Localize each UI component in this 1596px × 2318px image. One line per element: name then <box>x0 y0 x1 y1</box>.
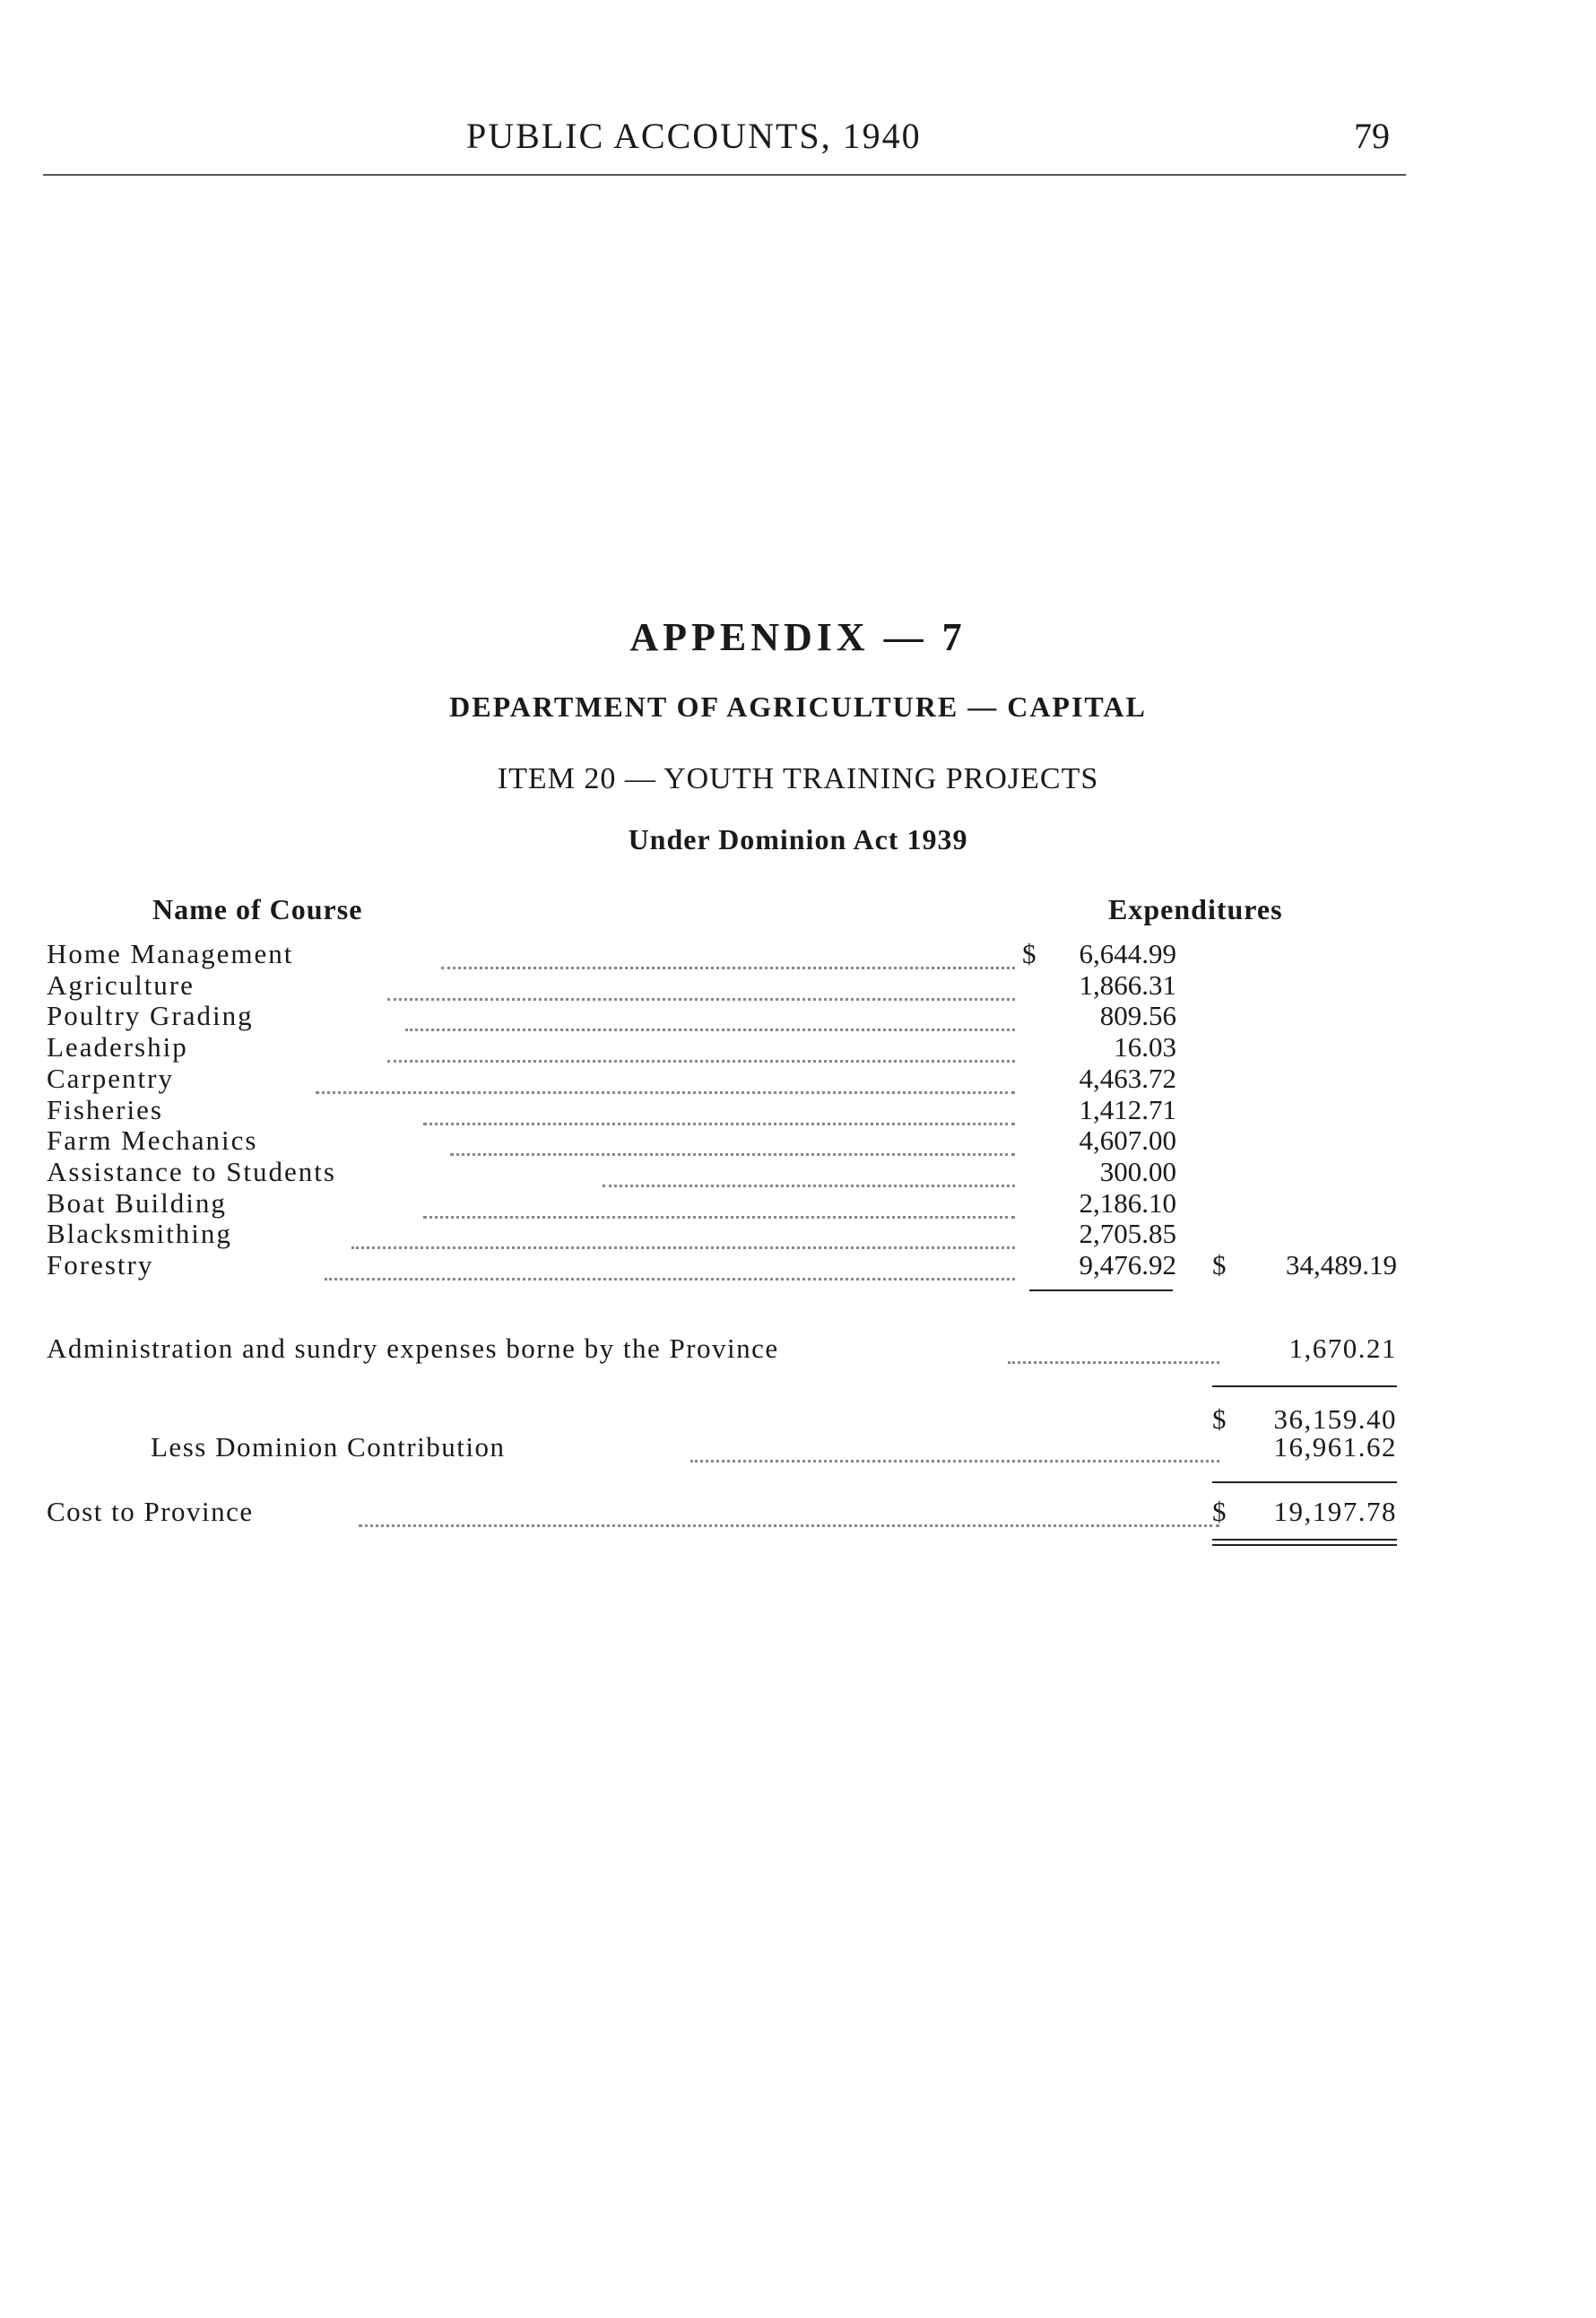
cost-to-province-label: Cost to Province <box>47 1496 254 1527</box>
course-name: Home Management <box>47 938 294 969</box>
currency-symbol: $ <box>1212 1496 1227 1527</box>
table-row <box>47 1156 1392 1186</box>
dot-leader <box>441 940 1015 969</box>
final-double-rule <box>1212 1539 1397 1546</box>
table-row <box>47 1031 1392 1062</box>
column-header-expenditures: Expenditures <box>1108 893 1283 925</box>
department-title: DEPARTMENT OF AGRICULTURE — CAPITAL <box>449 690 1147 723</box>
course-name: Leadership <box>47 1031 188 1064</box>
table-row <box>47 1249 1397 1281</box>
header-rule <box>43 174 1406 176</box>
cost-to-province-line <box>47 1496 1397 1528</box>
course-name: Farm Mechanics <box>47 1124 258 1157</box>
course-name: Agriculture <box>47 968 195 1001</box>
appendix-title: APPENDIX — 7 <box>629 615 967 659</box>
cost-rule <box>1212 1481 1397 1483</box>
less-contribution-line <box>47 1431 1397 1463</box>
course-name: Blacksmithing <box>47 1218 232 1250</box>
admin-expenses-value: 1,670.21 <box>1288 1333 1397 1364</box>
less-contribution-label: Less Dominion Contribution <box>151 1431 506 1463</box>
table-row <box>47 1063 1392 1093</box>
dot-leader <box>1008 1334 1219 1364</box>
dot-leader <box>405 1002 1015 1031</box>
gross-total-value: 36,159.40 <box>1273 1403 1397 1435</box>
course-expenditure: 2,186.10 <box>1079 1186 1176 1219</box>
table-row <box>47 1124 1392 1155</box>
table-row <box>47 969 1392 1000</box>
table-row <box>47 1094 1392 1124</box>
dot-leader <box>423 1096 1015 1125</box>
table-row <box>47 938 1392 968</box>
act-subtitle: Under Dominion Act 1939 <box>628 823 968 855</box>
dot-leader <box>423 1189 1015 1219</box>
column-header-course: Name of Course <box>152 893 363 925</box>
dot-leader <box>387 971 1015 1001</box>
course-expenditure: 9,476.92 <box>1079 1249 1176 1281</box>
courses-subtotal: 34,489.19 <box>1286 1249 1397 1281</box>
table-row <box>47 1187 1392 1218</box>
subtotal-rule <box>1029 1289 1173 1291</box>
running-head: PUBLIC ACCOUNTS, 1940 <box>466 116 922 156</box>
currency-symbol: $ <box>1212 1403 1227 1435</box>
course-expenditure: 809.56 <box>1099 1000 1176 1032</box>
course-name: Assistance to Students <box>47 1155 336 1187</box>
dot-leader <box>316 1064 1015 1094</box>
less-contribution-value: 16,961.62 <box>1273 1431 1397 1463</box>
total-rule <box>1212 1385 1397 1387</box>
currency-symbol: $ <box>1212 1249 1227 1281</box>
course-name: Poultry Grading <box>47 1000 254 1032</box>
cost-to-province-value: 19,197.78 <box>1273 1496 1397 1527</box>
course-name: Fisheries <box>47 1093 163 1125</box>
dot-leader <box>690 1433 1219 1463</box>
course-name: Boat Building <box>47 1186 227 1219</box>
course-expenditure: 6,644.99 <box>1079 938 1176 969</box>
course-name: Forestry <box>47 1249 154 1281</box>
course-expenditure: 1,412.71 <box>1079 1093 1176 1125</box>
currency-symbol: $ <box>1022 938 1037 969</box>
dot-leader <box>359 1498 1219 1527</box>
page-number: 79 <box>1354 116 1390 156</box>
course-expenditure: 300.00 <box>1099 1155 1176 1187</box>
course-expenditure: 4,463.72 <box>1079 1062 1176 1094</box>
dot-leader <box>351 1220 1015 1249</box>
dot-leader <box>603 1158 1015 1187</box>
dot-leader <box>450 1126 1015 1156</box>
dot-leader <box>325 1251 1015 1281</box>
admin-expenses-label: Administration and sundry expenses borne by the Province <box>47 1333 779 1364</box>
table-row <box>47 1218 1392 1248</box>
admin-expenses-line <box>47 1333 1397 1365</box>
course-expenditure: 4,607.00 <box>1079 1124 1176 1157</box>
dot-leader <box>387 1033 1015 1063</box>
table-row <box>47 1000 1392 1030</box>
course-expenditure: 1,866.31 <box>1079 968 1176 1001</box>
course-name: Carpentry <box>47 1062 174 1094</box>
course-expenditure: 2,705.85 <box>1079 1218 1176 1250</box>
item-title: ITEM 20 — YOUTH TRAINING PROJECTS <box>497 762 1099 795</box>
course-expenditure: 16.03 <box>1114 1031 1176 1064</box>
